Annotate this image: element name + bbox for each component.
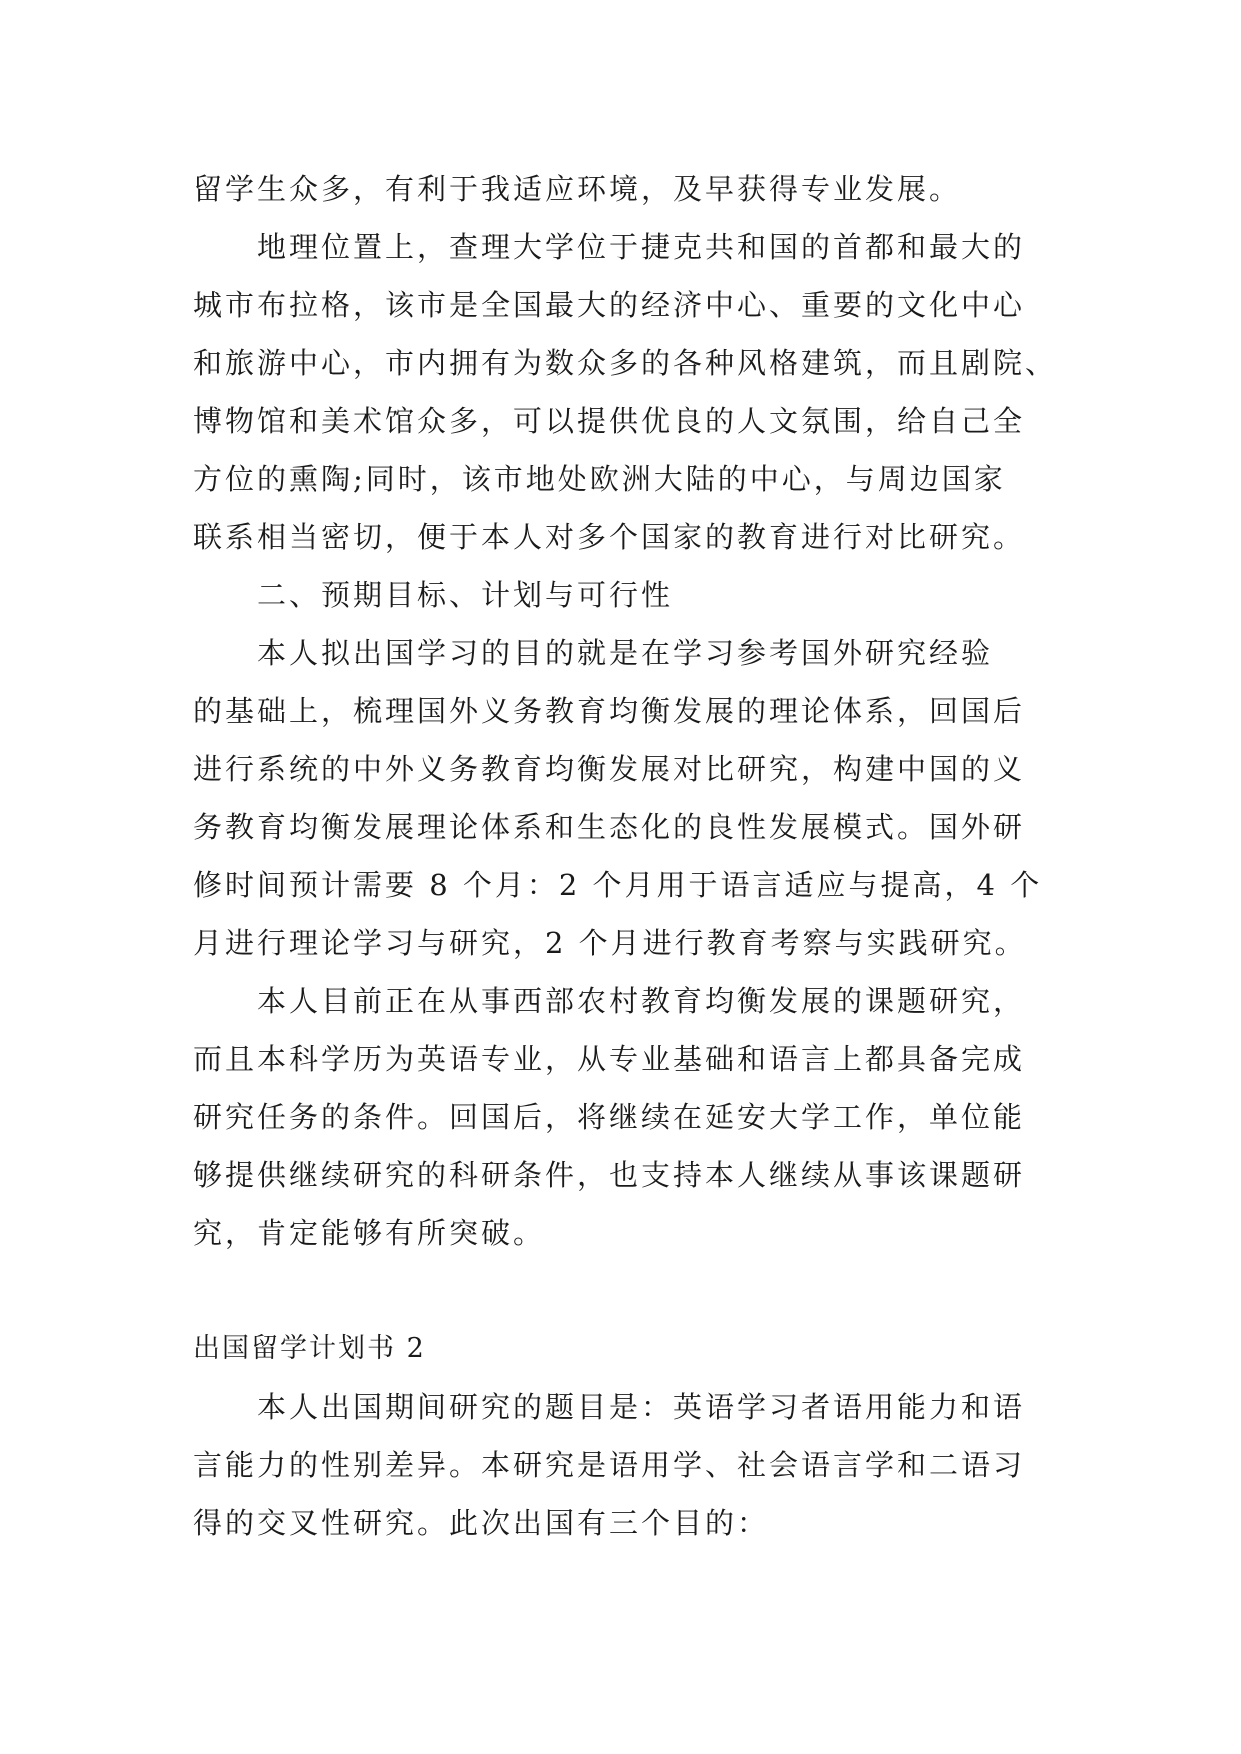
text-line: 地理位置上，查理大学位于捷克共和国的首都和最大的: [257, 230, 1026, 264]
text-line: 联系相当密切，便于本人对多个国家的教育进行对比研究。: [193, 520, 1026, 554]
text-line: 的基础上，梳理国外义务教育均衡发展的理论体系，回国后: [193, 694, 1026, 728]
text-line: 本人目前正在从事西部农村教育均衡发展的课题研究，: [257, 984, 1026, 1018]
text-line: 本人出国期间研究的题目是：英语学习者语用能力和语: [257, 1390, 1026, 1424]
text-line: 够提供继续研究的科研条件，也支持本人继续从事该课题研: [193, 1158, 1026, 1192]
text-line: 言能力的性别差异。本研究是语用学、社会语言学和二语习: [193, 1448, 1026, 1482]
text-line: 留学生众多，有利于我适应环境，及早获得专业发展。: [193, 172, 962, 206]
text-line: 方位的熏陶;同时，该市地处欧洲大陆的中心，与周边国家: [193, 462, 1006, 496]
text-line: 月进行理论学习与研究，2 个月进行教育考察与实践研究。: [193, 926, 1027, 960]
text-line: 本人拟出国学习的目的就是在学习参考国外研究经验: [257, 636, 994, 670]
paragraph-feasibility: [193, 972, 1073, 1262]
text-line: 城市布拉格，该市是全国最大的经济中心、重要的文化中心: [193, 288, 1026, 322]
text-line: 得的交叉性研究。此次出国有三个目的：: [193, 1506, 770, 1540]
text-line: 进行系统的中外义务教育均衡发展对比研究，构建中国的义: [193, 752, 1026, 786]
text-line: 博物馆和美术馆众多，可以提供优良的人文氛围，给自己全: [193, 404, 1026, 438]
text-line: 和旅游中心，市内拥有为数众多的各种风格建筑，而且剧院、: [193, 346, 1058, 380]
text-line: 研究任务的条件。回国后，将继续在延安大学工作，单位能: [193, 1100, 1026, 1134]
document-heading: 出国留学计划书 2: [193, 1333, 426, 1364]
text-line: 二、预期目标、计划与可行性: [257, 578, 674, 612]
paragraph-goals: [193, 624, 1073, 972]
text-line: 而且本科学历为英语专业，从专业基础和语言上都具备完成: [193, 1042, 1026, 1076]
document-body: [193, 160, 1073, 1552]
blank-line: [193, 1262, 1073, 1320]
text-line: 务教育均衡发展理论体系和生态化的良性发展模式。国外研: [193, 810, 1026, 844]
paragraph-continuation: [193, 160, 1073, 218]
section-heading: [193, 566, 1073, 624]
paragraph-research-topic: [193, 1378, 1073, 1552]
text-line: 修时间预计需要 8 个月：2 个月用于语言适应与提高，4 个: [193, 868, 1043, 902]
text-line: 究，肯定能够有所突破。: [193, 1216, 546, 1250]
paragraph-geography: [193, 218, 1073, 566]
